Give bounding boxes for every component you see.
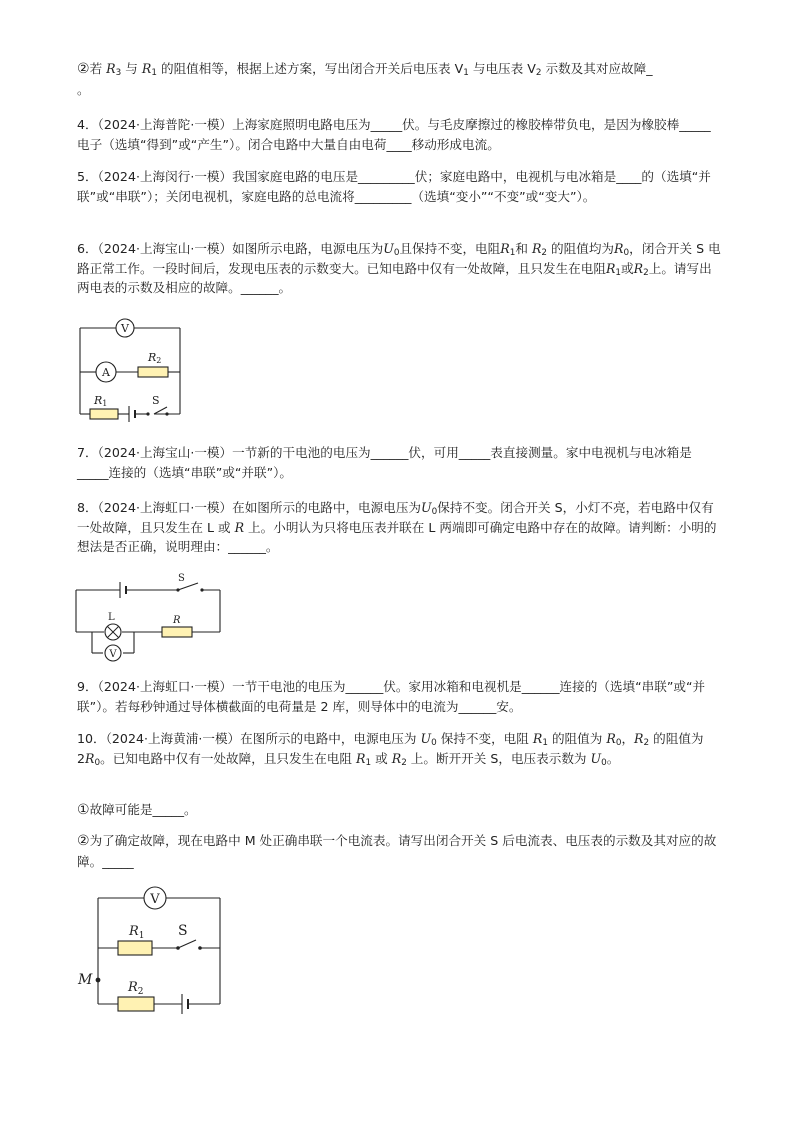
battery-symbol: [182, 994, 188, 1014]
question-4: 4．（2024·上海普陀·一模）上海家庭照明电路电压为_____伏。与毛皮摩擦过的橡胶棒带负电，是因为橡胶棒_____电子（选填“得到”或“产生”）。闭合电路中大量自由电荷____移动形成电流。: [77, 117, 711, 152]
battery-symbol: [120, 582, 126, 598]
junction-m: [77, 972, 100, 988]
svg-text:V: V: [150, 892, 160, 907]
svg-text:R1: $R_1$: [129, 924, 145, 941]
svg-text:V: V: [121, 322, 129, 335]
ammeter-symbol: [96, 362, 116, 382]
battery-symbol: [129, 406, 135, 422]
resistor-r2-symbol: [118, 980, 154, 1011]
svg-text:L: L: [108, 612, 115, 623]
svg-text:M: M: [78, 972, 93, 988]
question-7: 7．（2024·上海宝山·一模）一节新的干电池的电压为______伏，可用_____表直接测量。家中电视机与电冰箱是_____连接的（选填“串联”或“并联”）。: [77, 445, 692, 480]
circuit-diagram-q6: [70, 312, 190, 422]
svg-text:S: S: [178, 573, 185, 584]
switch-s-symbol: [176, 923, 202, 950]
question-10-part-1: ①故障可能是_____。: [77, 802, 197, 818]
voltmeter-symbol: [105, 645, 121, 661]
question-10: 10．（2024·上海黄浦·一模）在图所示的电路中，电源电压为 $U_0$ 保持不变，电阻 $R_1$ 的阻值为 $R_0$，$R_2$ 的阻值为 $2R_0$。已知电路中仅有一处故障，且只发生在电阻 $R_1$ 或 $R_2$ 上。断开开关 S，电压表示数为 $U_0$。: [77, 731, 704, 768]
question-9: 9．（2024·上海虹口·一模）一节干电池的电压为______伏。家用冰箱和电视机是______连接的（选填“串联”或“并联”）。若每秒钟通过导体横截面的电荷量是 2 库，则导体中的电流为______安。: [77, 679, 706, 714]
answer-blank: _: [646, 61, 653, 76]
resistor-r1-symbol: [90, 394, 118, 419]
question-8: 8．（2024·上海虹口·一模）在如图所示的电路中，电源电压为$U_0$保持不变。闭合开关 S，小灯不亮，若电路中仅有一处故障，且只发生在 L 或 R 上。小明认为只将电压表并联在 L 两端即可确定电路中存在的故障。请判断：小明的想法是否正确，说明理由：______。: [77, 500, 717, 554]
voltmeter-symbol: [144, 887, 166, 909]
circuit-diagram-q10: [74, 880, 234, 1020]
resistor-r1-symbol: [118, 924, 152, 955]
resistor-r-symbol: [162, 615, 192, 637]
question-10-part-2: ②为了确定故障，现在电路中 M 处正确串联一个电流表。请写出闭合开关 S 后电流表、电压表的示数及其对应的故障。_____: [77, 833, 717, 869]
voltmeter-symbol: [116, 319, 134, 337]
svg-text:S: S: [152, 394, 160, 407]
resistor-r2-symbol: [138, 351, 168, 377]
circuit-diagram-q8: [68, 570, 228, 662]
svg-text:R2: R2: [148, 351, 162, 365]
svg-text:R2: $R_2$: [128, 980, 144, 997]
question-3-part-2: ②若 $R_3$ 与 $R_1$ 的阻值相等，根据上述方案，写出闭合开关后电压表 $V_1$ 与电压表 $V_2$ 示数及其对应故障_ 。: [77, 61, 653, 97]
lamp-l-symbol: [105, 612, 121, 640]
svg-text:R: R: [173, 615, 181, 626]
question-6: 6．（2024·上海宝山·一模）如图所示电路，电源电压为$U_0$且保持不变，电阻$R_1$和 $R_2$ 的阻值均为$R_0$，闭合开关 S 电路正常工作。一段时间后，发现电压表的示数变大。已知电路中仅有一处故障，且只发生在电阻$R_1$或$R_2$上。请写出两电表的示数及相应的故障。______。: [77, 241, 721, 295]
svg-text:S: S: [178, 923, 188, 939]
svg-text:R1: R1: [94, 394, 108, 408]
question-5: 5．（2024·上海闵行·一模）我国家庭电路的电压是_________伏；家庭电路中，电视机与电冰箱是____的（选填“并联”或“串联”）；关闭电视机，家庭电路的总电流将_________（选填“变小”“不变”或“变大”）。: [77, 169, 711, 204]
svg-text:A: A: [102, 366, 110, 379]
svg-text:V: V: [109, 649, 117, 660]
